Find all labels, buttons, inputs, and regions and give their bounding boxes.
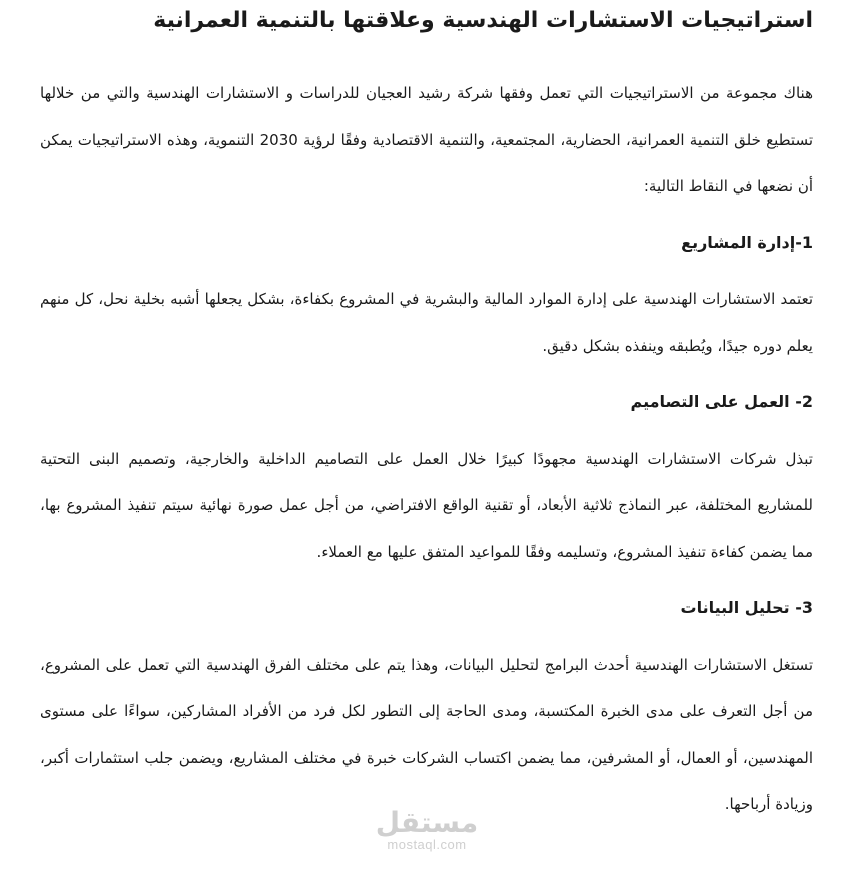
section-heading-project-management: 1-إدارة المشاريع — [681, 232, 813, 252]
section-body-project-management: تعتمد الاستشارات الهندسية على إدارة الموارد المالية والبشرية في المشروع بكفاءة، بشكل يجعلها أشبه بخلية نحل، كل منهم يعلم دوره جيدًا، ويُطبقه وينفذه بشكل دقيق. — [40, 290, 813, 355]
section-heading-designs: 2- العمل على التصاميم — [630, 392, 813, 411]
article-title: استراتيجيات الاستشارات الهندسية وعلاقتها بالتنمية العمرانية — [153, 8, 813, 33]
section-body-designs: تبذل شركات الاستشارات الهندسية مجهودًا كبيرًا خلال العمل على التصاميم الداخلية والخارجية، وتصميم البنى التحتية للمشاريع المختلفة، عبر النماذج ثلاثية الأبعاد، أو تقنية الواقع الافتراضي، من أجل عمل صورة نهائية سيتم تنفيذ المشروع بها، مما يضمن كفاءة تنفيذ المشروع، وتسليمه وفقًا للمواعيد المتفق عليها مع العملاء. — [40, 449, 813, 561]
intro-paragraph: هناك مجموعة من الاستراتيجيات التي تعمل وفقها شركة رشيد العجيان للدراسات و الاستشارات الهندسية والتي من خلالها تستطيع خلق التنمية العمرانية، الحضارية، المجتمعية، والتنمية الاقتصادية وفقًا لرؤية 2030 التنموية، وهذه الاستراتيجيات يمكن أن نضعها في النقاط التالية: — [40, 84, 814, 195]
watermark-brand-arabic: مستقل — [375, 806, 479, 839]
section-body-data-analysis: تستغل الاستشارات الهندسية أحدث البرامج لتحليل البيانات، وهذا يتم على مختلف الفرق الهندسية التي تعمل على المشروع، من أجل التعرف على مدى الخبرة المكتسبة، ومدى الحاجة إلى التطور لكل فرد من الأفراد المشاركين، سواءًا على مستوى المهندسين، أو العمال، أو المشرفين، مما يضمن اكتساب الشركات خبرة في مختلف المشاريع، ويضمن جلب استثمارات أكبر، وزيادة أرباحها. — [40, 655, 813, 813]
section-heading-data-analysis: 3- تحليل البيانات — [680, 598, 813, 617]
article — [40, 0, 813, 828]
watermark-brand-url: mostaql.com — [387, 837, 467, 852]
